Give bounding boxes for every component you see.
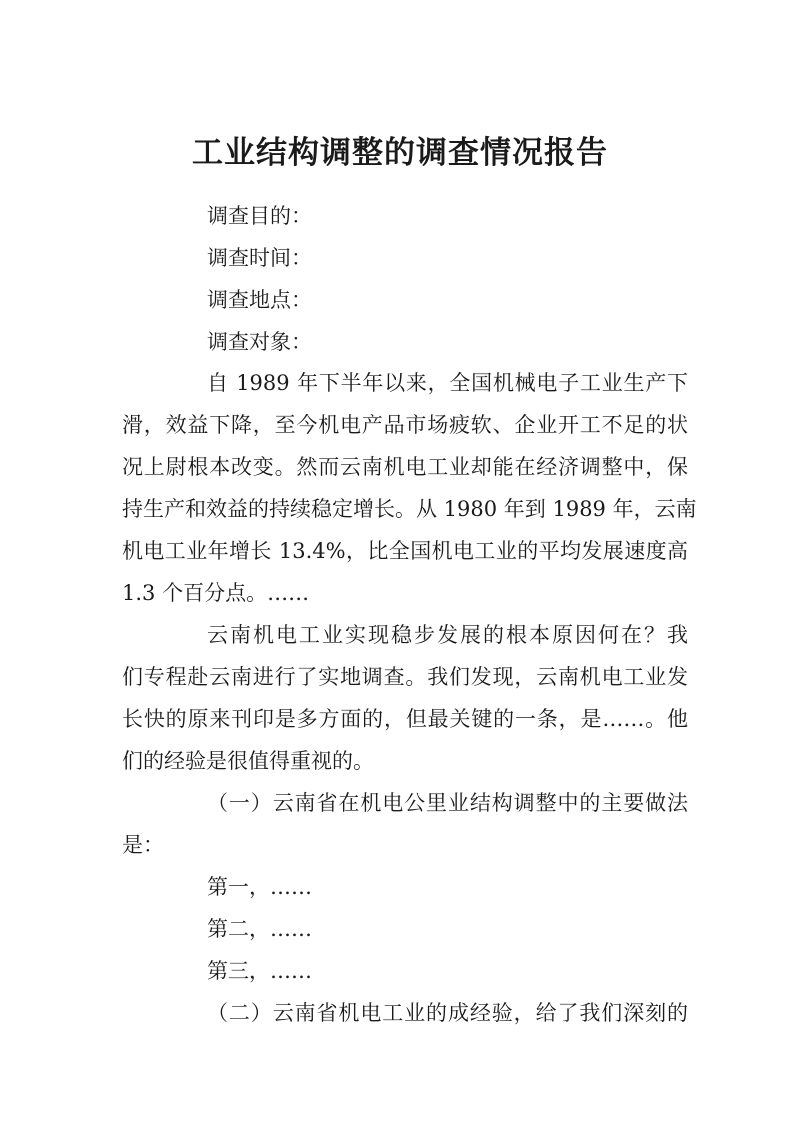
field-object: 调查对象： [207, 330, 312, 354]
paragraph-line: 1.3 个百分点。…… [122, 581, 310, 605]
paragraph-line: 们专程赴云南进行了实地调查。我们发现，云南机电工业发 [122, 665, 688, 689]
section-heading: 是： [122, 833, 164, 857]
field-purpose: 调查目的： [207, 204, 312, 228]
paragraph-line: 滑，效益下降，至今机电产品市场疲软、企业开工不足的状 [122, 413, 688, 437]
paragraph-line: 们的经验是很值得重视的。 [122, 749, 374, 773]
paragraph-line: 持生产和效益的持续稳定增长。从 1980 年到 1989 年，云南 [122, 497, 697, 521]
field-place: 调查地点： [207, 288, 312, 312]
paragraph-line: 长快的原来刊印是多方面的，但最关键的一条，是……。他 [122, 707, 688, 731]
list-item: 第三，…… [207, 959, 312, 983]
paragraph-line: 自 1989 年下半年以来，全国机械电子工业生产下 [207, 371, 688, 395]
document-title: 工业结构调整的调查情况报告 [192, 135, 608, 171]
field-time: 调查时间： [207, 246, 312, 270]
list-item: 第一，…… [207, 875, 312, 899]
paragraph-line: 机电工业年增长 13.4%，比全国机电工业的平均发展速度高 [122, 539, 688, 563]
paragraph-line: 况上尉根本改变。然而云南机电工业却能在经济调整中，保 [122, 455, 688, 479]
list-item: 第二，…… [207, 917, 312, 941]
paragraph-line: 云南机电工业实现稳步发展的根本原因何在？我 [207, 623, 688, 647]
section-heading: （二）云南省机电工业的成经验，给了我们深刻的 [207, 1001, 688, 1025]
section-heading: （一）云南省在机电公里业结构调整中的主要做法 [207, 791, 688, 815]
